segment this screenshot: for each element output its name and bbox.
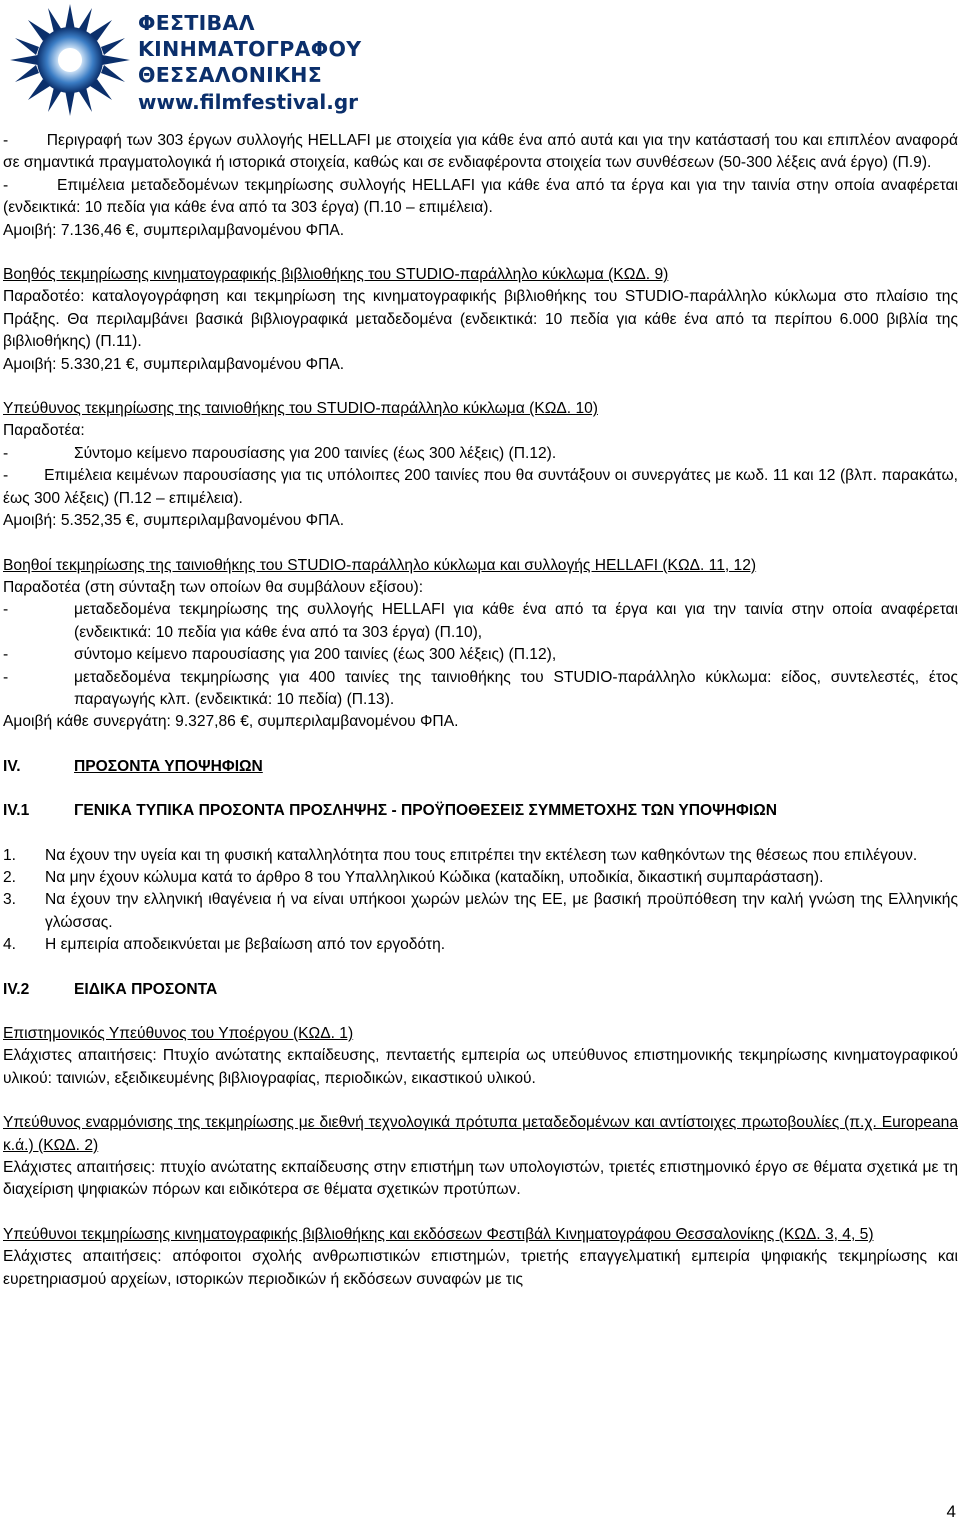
paragraph-description-item: - Περιγραφή των 303 έργων συλλογής HELLAFI με στοιχεία για κάθε ένα από αυτά και για την κατάστασή του και επιπλέον αναφορά σε σημαντικά πραγματολογικά ή ιστορικά στοιχεία, καθώς και σε ενδιαφέροντα στοιχεία των συνθέσεων (50-300 λέξεις ανά έργο) (Π.9).	[3, 132, 958, 172]
requirements-text: Ελάχιστες απαιτήσεις: πτυχίο ανώτατης εκπαίδευσης στην επιστήμη των υπολογιστών, τριετές επιστημονικό έργο σε θέματα σχετικά με τη διαχείριση ψηφιακών πόρων και ειδικότερα σε θέματα σχετικών προτύπων.	[3, 1159, 958, 1199]
page-number: 4	[946, 1502, 956, 1521]
list-item	[3, 644, 958, 666]
section-title: ΠΡΟΣΟΝΤΑ ΥΠΟΨΗΦΙΩΝ	[74, 757, 263, 775]
section-number: IV.1	[3, 802, 30, 820]
brand-url-link[interactable]: www.filmfestival.gr	[138, 90, 359, 114]
brand-line-3: ΘΕΣΣΑΛΟΝΙΚΗΣ	[138, 63, 323, 87]
section-title: ΕΙΔΙΚΑ ΠΡΟΣΟΝΤΑ	[74, 980, 218, 998]
page-header	[0, 0, 400, 118]
numbered-list-item	[3, 934, 958, 956]
festival-sun-logo-icon	[6, 2, 134, 118]
requirements-text: Ελάχιστες απαιτήσεις: Πτυχίο ανώτατης εκπαίδευσης, πενταετής εμπειρία ως υπεύθυνος επιστημονικής τεκμηρίωσης κινηματογραφικού υλικού: ταινιών, εξειδικευμένης βιβλιογραφίας, περιοδικών, εικαστικού υλικού.	[3, 1047, 958, 1087]
list-item-text: σύντομο κείμενο παρουσίασης για 200 ταινίες (έως 300 λέξεις) (Π.12),	[74, 646, 557, 664]
list-item-text: Να μην έχουν κώλυμα κατά το άρθρο 8 του Υπαλληλικού Κώδικα (καταδίκη, υποδικία, δικαστική συμπαράσταση).	[45, 868, 824, 886]
role-heading-code-1: Επιστημονικός Υπεύθυνος του Υποέργου (ΚΩΔ. 1)	[3, 1025, 354, 1042]
section-heading-iv-2	[3, 979, 958, 1001]
list-number: 2.	[3, 868, 17, 886]
list-item-text: Να έχουν την υγεία και τη φυσική καταλληλότητα που τους επιτρέπει την εκτέλεση των καθηκόντων της θέσεως που επιλέγουν.	[45, 846, 918, 864]
brand-line-1: ΦΕΣΤΙΒΑΛ	[138, 11, 255, 35]
fee-text: Αμοιβή κάθε συνεργάτη: 9.327,86 €, συμπεριλαμβανομένου ΦΠΑ.	[3, 713, 459, 731]
role-heading-code-2: Υπεύθυνος εναρμόνισης της τεκμηρίωσης με διεθνή τεχνολογικά πρότυπα μεταδεδομένων και αντίστοιχες πρωτοβουλίες (π.χ. Europeana κ.ά.) (ΚΩΔ. 2)	[3, 1114, 958, 1154]
role-heading-code-9: Βοηθός τεκμηρίωσης κινηματογραφικής βιβλιοθήκης του STUDIO-παράλληλο κύκλωμα (ΚΩΔ. 9)	[3, 266, 669, 284]
requirements-text: Ελάχιστες απαιτήσεις: απόφοιτοι σχολής ανθρωπιστικών επιστημών, τριετής επαγγελματική εμπειρία ψηφιακής τεκμηρίωσης και ευρετηριασμού αρχείων, ιστορικών περιοδικών ή εκδόσεων συναφών με τις	[3, 1248, 958, 1288]
list-item	[3, 599, 958, 644]
section-number: IV.2	[3, 980, 30, 998]
numbered-list-item	[3, 845, 958, 867]
numbered-list-item	[3, 889, 958, 934]
list-dash: -	[3, 646, 9, 664]
list-item	[3, 667, 958, 712]
section-title: ΓΕΝΙΚΑ ΤΥΠΙΚΑ ΠΡΟΣΟΝΤΑ ΠΡΟΣΛΗΨΗΣ - ΠΡΟΫΠΟΘΕΣΕΙΣ ΣΥΜΜΕΤΟΧΗΣ ΤΩΝ ΥΠΟΨΗΦΙΩΝ	[74, 802, 777, 820]
brand-line-2: ΚΙΝΗΜΑΤΟΓΡΑΦΟΥ	[138, 37, 362, 61]
section-heading-iv-1	[3, 800, 958, 822]
role-heading-code-11-12: Βοηθοί τεκμηρίωσης της ταινιοθήκης του STUDIO-παράλληλο κύκλωμα και συλλογής HELLAFI (ΚΩΔ. 11, 12)	[3, 556, 757, 574]
paragraph-metadata-item: - Επιμέλεια μεταδεδομένων τεκμηρίωσης συλλογής HELLAFI για κάθε ένα από τα έργα και για την ταινία στην οποία αναφέρεται (ενδεικτικά: 10 πεδία για κάθε ένα από τα 303 έργα) (Π.10 – επιμέλεια).	[3, 176, 958, 217]
numbered-list-item	[3, 867, 958, 889]
list-item-text: Η εμπειρία αποδεικνύεται με βεβαίωση από τον εργοδότη.	[45, 936, 446, 954]
section-number: IV.	[3, 757, 21, 775]
list-item	[3, 443, 958, 465]
list-dash: -	[3, 668, 9, 686]
festival-brand	[138, 10, 361, 115]
list-number: 1.	[3, 846, 17, 864]
list-item-text: μεταδεδομένα τεκμηρίωσης της συλλογής HELLAFI για κάθε ένα από τα έργα και για την ταινία στην οποία αναφέρεται (ενδεικτικά: 10 πεδία για κάθε ένα από τα 303 έργα) (Π.10),	[74, 601, 958, 641]
document-body	[3, 130, 958, 1291]
list-item-text: - Επιμέλεια κειμένων παρουσίασης για τις υπόλοιπες 200 ταινίες που θα συντάξουν οι συνεργάτες με κωδ. 11 και 12 (βλπ. παρακάτω, έως 300 λέξεις) (Π.12 – επιμέλεια).	[3, 467, 958, 507]
fee-text: Αμοιβή: 5.330,21 €, συμπεριλαμβανομένου ΦΠΑ.	[3, 355, 345, 373]
list-dash: -	[3, 601, 9, 619]
role-heading-code-10: Υπεύθυνος τεκμηρίωσης της ταινιοθήκης του STUDIO-παράλληλο κύκλωμα (ΚΩΔ. 10)	[3, 400, 598, 418]
list-item-text: Να έχουν την ελληνική ιθαγένεια ή να είναι υπήκοοι χωρών μελών της ΕΕ, με βασική προϋπόθεση την καλή γνώση της Ελληνικής γλώσσας.	[45, 891, 958, 931]
list-item-text: Σύντομο κείμενο παρουσίασης για 200 ταινίες (έως 300 λέξεις) (Π.12).	[74, 444, 557, 462]
deliverables-label: Παραδοτέα:	[3, 422, 85, 440]
list-dash: -	[3, 444, 9, 462]
list-number: 4.	[3, 936, 17, 954]
deliverable-text: Παραδοτέο: καταλογογράφηση και τεκμηρίωση της κινηματογραφικής βιβλιοθήκης του STUDIO-παράλληλο κύκλωμα στο πλαίσιο της Πράξης. Θα περιλαμβάνει βασικά βιβλιογραφικά μεταδεδομένα (ενδεικτικά: 10 πεδία για κάθε ένα από τα περίπου 6.000 βιβλία της βιβλιοθήκης) (Π.11).	[3, 288, 958, 351]
fee-text: Αμοιβή: 5.352,35 €, συμπεριλαμβανομένου ΦΠΑ.	[3, 512, 345, 530]
deliverables-label: Παραδοτέα (στη σύνταξη των οποίων θα συμβάλουν εξίσου):	[3, 578, 424, 596]
role-heading-code-3-4-5: Υπεύθυνοι τεκμηρίωσης κινηματογραφικής βιβλιοθήκης και εκδόσεων Φεστιβάλ Κινηματογράφου Θεσσαλονίκης (ΚΩΔ. 3, 4, 5)	[3, 1225, 874, 1243]
fee-text: Αμοιβή: 7.136,46 €, συμπεριλαμβανομένου ΦΠΑ.	[3, 221, 345, 239]
list-number: 3.	[3, 891, 17, 909]
section-heading-iv	[3, 756, 958, 778]
list-item-text: μεταδεδομένα τεκμηρίωσης για 400 ταινίες της ταινιοθήκης του STUDIO-παράλληλο κύκλωμα: είδος, συντελεστές, έτος παραγωγής κλπ. (ενδεικτικά: 10 πεδία) (Π.13).	[74, 668, 958, 708]
